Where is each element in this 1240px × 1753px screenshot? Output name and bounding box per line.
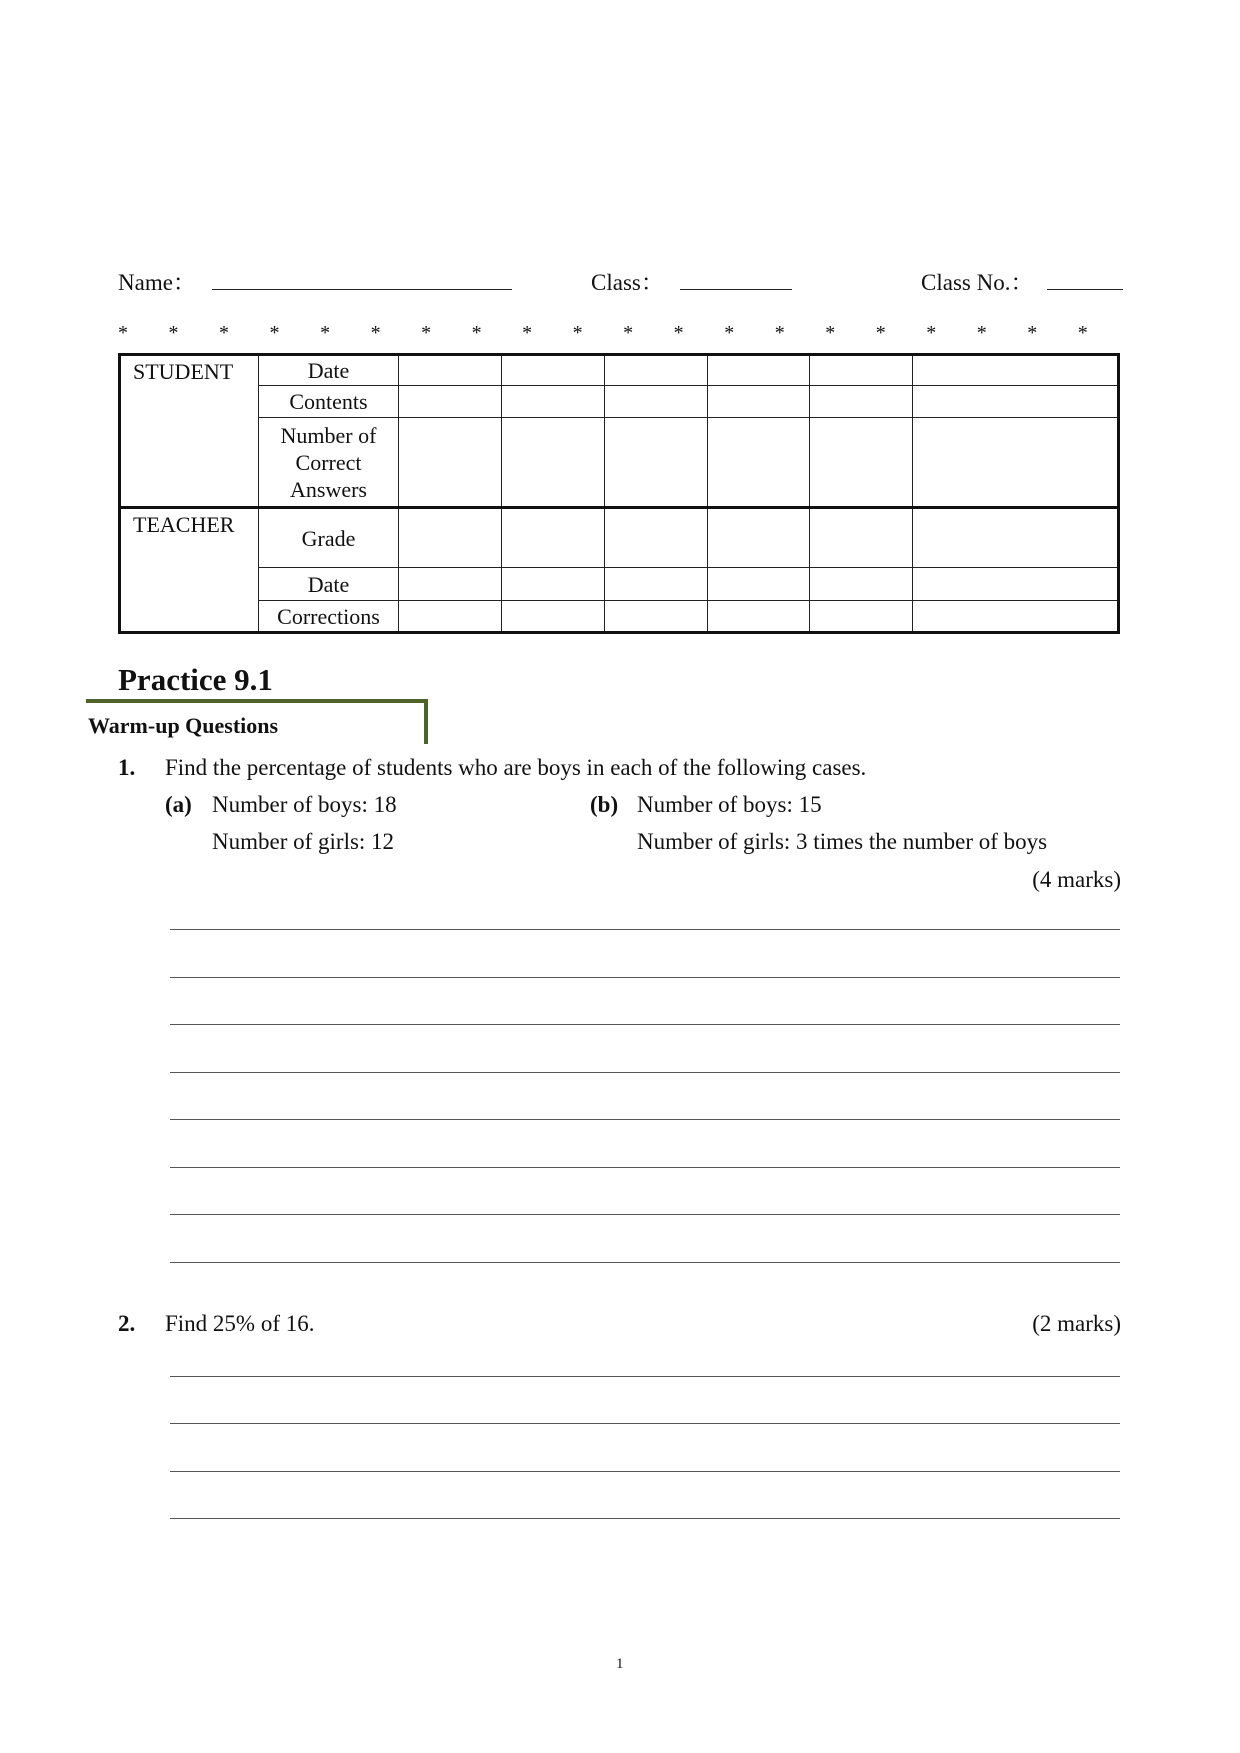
star-divider (118, 322, 1088, 345)
cell[interactable] (810, 508, 913, 568)
star: * (774, 322, 785, 344)
answer-line[interactable] (170, 977, 1120, 978)
cell[interactable] (604, 386, 707, 418)
q1b-label: (b) (590, 792, 619, 817)
star: * (320, 322, 331, 344)
row-header: Date (259, 568, 399, 601)
teacher-label: TEACHER (120, 508, 259, 633)
star: * (976, 322, 987, 344)
cell[interactable] (913, 508, 1119, 568)
q2-number: 2. (118, 1311, 136, 1336)
star: * (623, 322, 634, 344)
student-label: STUDENT (120, 355, 259, 508)
cell[interactable] (913, 418, 1119, 508)
answer-line[interactable] (170, 1214, 1120, 1215)
cell[interactable] (604, 601, 707, 633)
cell[interactable] (913, 568, 1119, 601)
star: * (875, 322, 886, 344)
cell[interactable] (707, 508, 810, 568)
answer-line[interactable] (170, 1262, 1120, 1263)
answer-line[interactable] (170, 1518, 1120, 1519)
section-subtitle: Warm-up Questions (88, 713, 279, 738)
cell[interactable] (707, 386, 810, 418)
star: * (522, 322, 533, 344)
star: * (825, 322, 836, 344)
q1b-line1: Number of boys: 15 (637, 792, 822, 817)
cell[interactable] (501, 508, 604, 568)
section-title: Practice 9.1 (118, 662, 273, 697)
cell[interactable] (810, 418, 913, 508)
answer-line[interactable] (170, 1471, 1120, 1472)
star: * (118, 322, 128, 344)
cell[interactable] (501, 601, 604, 633)
cell[interactable] (604, 418, 707, 508)
page-number: 1 (616, 1656, 624, 1672)
star: * (168, 322, 179, 344)
cell[interactable] (399, 418, 502, 508)
star: * (269, 322, 280, 344)
cell[interactable] (604, 508, 707, 568)
q1a-line2: Number of girls: 12 (212, 829, 395, 854)
q2-marks: (2 marks) (1032, 1311, 1121, 1336)
star: * (471, 322, 482, 344)
cell[interactable] (707, 418, 810, 508)
star: * (421, 322, 432, 344)
class-no-label: Class No.： (921, 270, 1034, 295)
cell[interactable] (707, 355, 810, 386)
cell[interactable] (399, 508, 502, 568)
q1-number: 1. (118, 755, 136, 780)
answer-line[interactable] (170, 1072, 1120, 1073)
name-label: Name： (118, 270, 196, 295)
name-field[interactable] (118, 264, 512, 297)
q1a-line1: Number of boys: 18 (212, 792, 397, 817)
answer-line[interactable] (170, 1167, 1120, 1168)
cell[interactable] (707, 601, 810, 633)
row-header: Grade (259, 508, 399, 568)
star: * (1027, 322, 1038, 344)
row-header: Contents (259, 386, 399, 418)
answer-line[interactable] (170, 1376, 1120, 1377)
answer-line[interactable] (170, 1119, 1120, 1120)
q1-marks: (4 marks) (1032, 867, 1121, 892)
star: * (724, 322, 735, 344)
row-header: Date (259, 355, 399, 386)
class-label: Class： (591, 270, 664, 295)
row-header: Corrections (259, 601, 399, 633)
cell[interactable] (399, 386, 502, 418)
cell[interactable] (604, 355, 707, 386)
cell[interactable] (604, 568, 707, 601)
cell[interactable] (810, 601, 913, 633)
cell[interactable] (707, 568, 810, 601)
star: * (572, 322, 583, 344)
cell[interactable] (810, 568, 913, 601)
q1-text: Find the percentage of students who are boys in each of the following cases. (165, 755, 867, 780)
class-field[interactable] (591, 264, 792, 297)
q1a-label: (a) (165, 792, 192, 817)
cell[interactable] (501, 418, 604, 508)
star: * (673, 322, 684, 344)
star: * (219, 322, 230, 344)
cell[interactable] (501, 386, 604, 418)
star: * (1077, 322, 1088, 344)
star: * (370, 322, 381, 344)
q1b-line2: Number of girls: 3 times the number of boys (637, 829, 1048, 854)
record-table (118, 353, 1120, 634)
cell[interactable] (501, 355, 604, 386)
row-header: Number of Correct Answers (259, 418, 399, 508)
q2-text: Find 25% of 16. (165, 1311, 315, 1336)
answer-line[interactable] (170, 1423, 1120, 1424)
cell[interactable] (399, 355, 502, 386)
cell[interactable] (501, 568, 604, 601)
star: * (926, 322, 937, 344)
cell[interactable] (913, 601, 1119, 633)
cell[interactable] (810, 355, 913, 386)
answer-line[interactable] (170, 929, 1120, 930)
cell[interactable] (810, 386, 913, 418)
cell[interactable] (399, 568, 502, 601)
class-no-field[interactable] (921, 264, 1123, 297)
cell[interactable] (399, 601, 502, 633)
cell[interactable] (913, 355, 1119, 386)
cell[interactable] (913, 386, 1119, 418)
answer-line[interactable] (170, 1024, 1120, 1025)
